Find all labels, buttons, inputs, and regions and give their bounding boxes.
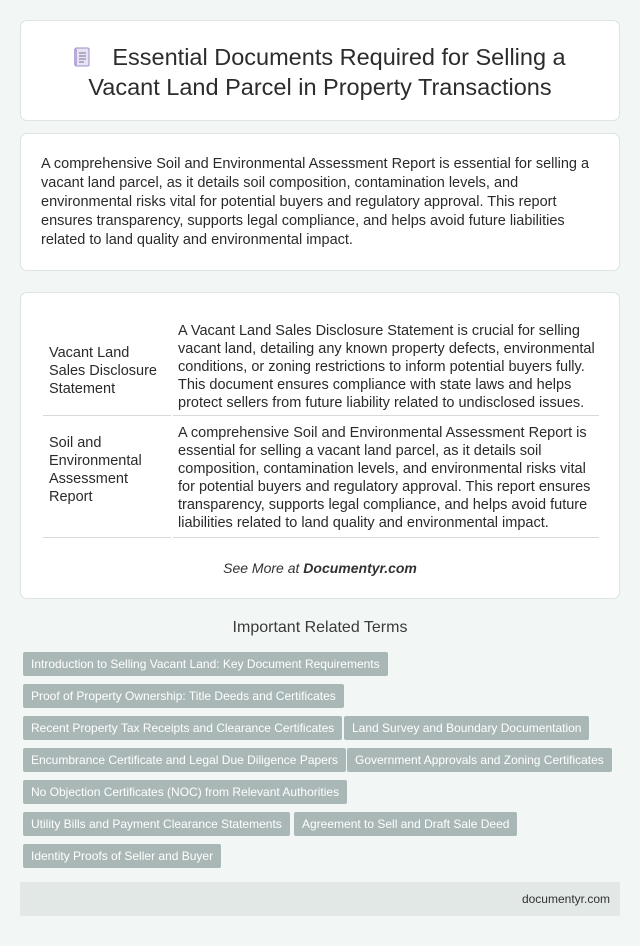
page-title-text: Essential Documents Required for Selling a Vacant Land Parcel in Property Transactions	[88, 44, 566, 100]
see-more-link[interactable]	[21, 560, 619, 576]
related-tag[interactable]: Government Approvals and Zoning Certificates	[347, 748, 612, 772]
footer-site-link[interactable]: documentyr.com	[521, 892, 610, 906]
table-row	[43, 315, 599, 416]
table-row	[43, 417, 599, 538]
summary-card	[20, 133, 620, 271]
see-more-site: Documentyr.com	[303, 560, 417, 576]
document-icon	[74, 44, 90, 64]
document-name: Vacant Land Sales Disclosure Statement	[49, 345, 157, 397]
document-description: A comprehensive Soil and Environmental Assessment Report is essential for selling a vacant land parcel, as it details soil composition, contamination levels, and environmental risks vital for potential buyers and regulatory approval. This report ensures transparency, supports legal compliance, and helps avoid future liabilities related to land quality and environmental impact.	[178, 425, 591, 531]
related-tag[interactable]: Encumbrance Certificate and Legal Due Diligence Papers	[23, 748, 346, 772]
column-divider	[171, 417, 173, 538]
related-terms-heading: Important Related Terms	[232, 619, 408, 636]
documents-table	[20, 292, 620, 599]
related-tag[interactable]: No Objection Certificates (NOC) from Relevant Authorities	[23, 780, 347, 804]
document-description: A Vacant Land Sales Disclosure Statement is crucial for selling vacant land, detailing any known property defects, environmental conditions, or zoning restrictions to inform potential buyers fully. This document ensures compliance with state laws and helps protect sellers from future liability related to undisclosed issues.	[178, 323, 595, 411]
document-name: Soil and Environmental Assessment Report	[49, 435, 142, 505]
related-tag[interactable]: Introduction to Selling Vacant Land: Key Document Requirements	[23, 652, 388, 676]
see-more-prefix: See More at	[223, 560, 304, 576]
column-divider	[171, 315, 173, 416]
related-tag[interactable]: Proof of Property Ownership: Title Deeds and Certificates	[23, 684, 344, 708]
page-title	[51, 42, 589, 102]
related-tag[interactable]: Land Survey and Boundary Documentation	[344, 716, 589, 740]
summary-text: A comprehensive Soil and Environmental Assessment Report is essential for selling a vacant land parcel, as it details soil composition, contamination levels, and environmental risks vital for potential buyers and regulatory approval. This report ensures transparency, supports legal compliance, and helps avoid future liabilities related to land quality and environmental impact.	[41, 156, 590, 248]
related-tag[interactable]: Utility Bills and Payment Clearance Statements	[23, 812, 290, 836]
related-tag[interactable]: Agreement to Sell and Draft Sale Deed	[294, 812, 517, 836]
related-tag[interactable]: Recent Property Tax Receipts and Clearance Certificates	[23, 716, 342, 740]
footer	[20, 882, 620, 916]
title-card	[20, 20, 620, 121]
related-tag[interactable]: Identity Proofs of Seller and Buyer	[23, 844, 221, 868]
